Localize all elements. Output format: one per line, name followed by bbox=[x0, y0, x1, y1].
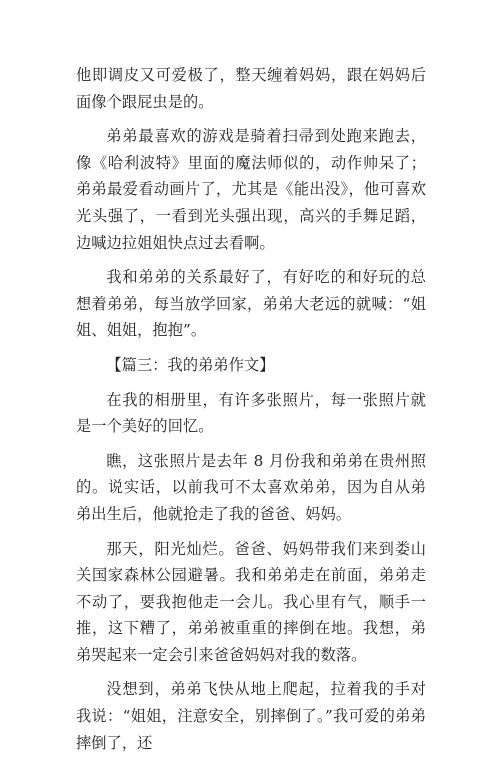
paragraph-3: 我和弟弟的关系最好了，有好吃的和好玩的总想着弟弟，每当放学回家，弟弟大老远的就喊：“姐姐、姐姐，抱抱”。 bbox=[76, 268, 426, 340]
paragraph-4: 在我的相册里，有许多张照片，每一张照片就是一个美好的回忆。 bbox=[76, 390, 426, 436]
section-heading: 【篇三：我的弟弟作文】 bbox=[106, 355, 275, 374]
paragraph-1: 他即调皮又可爱极了，整天缠着妈妈，跟在妈妈后面像个跟屁虫是的。 bbox=[76, 66, 426, 111]
paragraph-2: 弟弟最喜欢的游戏是骑着扫帚到处跑来跑去，像《哈利波特》里面的魔法师似的，动作帅呆了；弟弟最爱看动画片了，尤其是《能出没》，他可喜欢光头强了，一看到光头强出现，高兴的手舞足蹈，边喊边拉姐姐快点过去看啊。 bbox=[76, 127, 426, 252]
paragraph-6: 那天，阳光灿烂。爸爸、妈妈带我们来到娄山关国家森林公园避暑。我和弟弟走在前面，弟弟走不动了，要我抱他走一会儿。我心里有气，顺手一推，这下糟了，弟弟被重重的摔倒在地。我想，弟弟哭起来一定会引来爸爸妈妈对我的数落。 bbox=[76, 539, 426, 664]
paragraph-5: 瞧，这张照片是去年 8 月份我和弟弟在贵州照的。说实话，以前我可不太喜欢弟弟，因为自从弟弟出生后，他就抢走了我的爸爸、妈妈。 bbox=[76, 451, 426, 523]
paragraph-7: 没想到，弟弟飞快从地上爬起，拉着我的手对我说：“姐姐，注意安全，别摔倒了。”我可爱的弟弟摔倒了，还 bbox=[76, 680, 426, 752]
document-body bbox=[76, 62, 426, 764]
